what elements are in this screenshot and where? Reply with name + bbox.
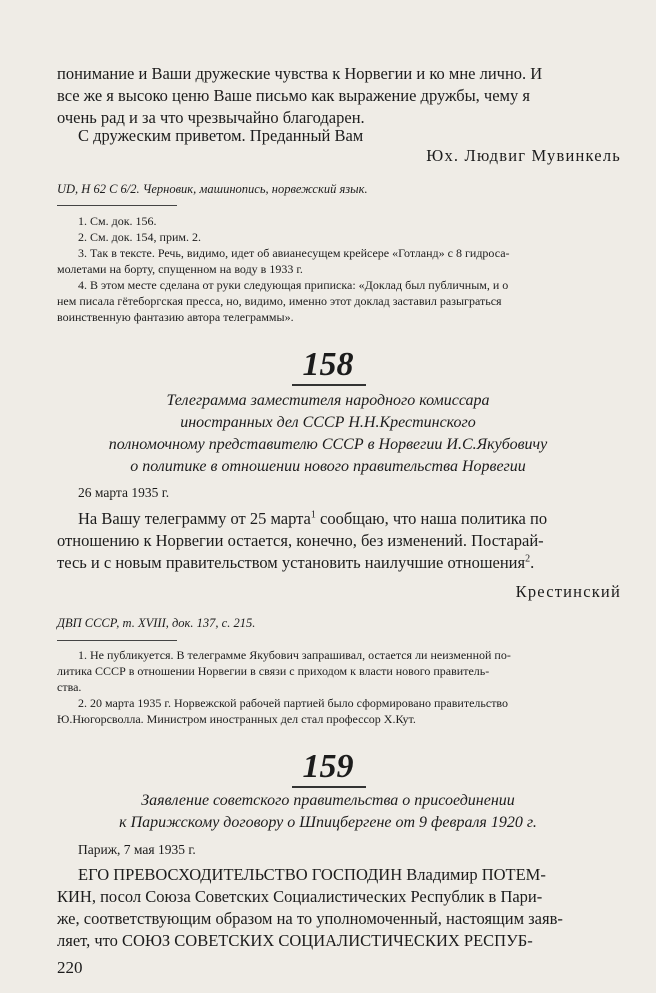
body-line: КИН, посол Союза Советских Социалистических Республик в Пари- xyxy=(57,887,543,906)
document-title-line: о политике в отношении нового правительства Норвегии xyxy=(130,458,526,475)
footnote: 1. См. док. 156. xyxy=(78,214,157,228)
signature-krestinsky: Крестинский xyxy=(515,582,621,601)
footnote: воинственную фантазию автора телеграммы». xyxy=(57,310,294,324)
body-line: же, соответствующим образом на то уполномоченный, настоящим заяв- xyxy=(57,909,563,928)
body-line: ляет, что СОЮЗ СОВЕТСКИХ СОЦИАЛИСТИЧЕСКИХ РЕСПУБ- xyxy=(57,931,533,950)
body-line: отношению к Норвегии остается, конечно, без изменений. Постарай- xyxy=(57,531,544,550)
body-line: очень рад и за что чрезвычайно благодарен. xyxy=(57,108,365,127)
source-reference: UD, H 62 C 6/2. Черновик, машинопись, норвежский язык. xyxy=(57,182,368,196)
document-title-line: Заявление советского правительства о присоединении xyxy=(141,792,515,809)
footnote: нем писала гётеборгская пресса, но, видимо, именно этот доклад заставил разыграться xyxy=(57,294,502,308)
document-title-line: иностранных дел СССР Н.Н.Крестинского xyxy=(180,414,476,431)
page-number: 220 xyxy=(57,958,83,977)
document-date: Париж, 7 мая 1935 г. xyxy=(78,842,196,857)
body-line: понимание и Ваши дружеские чувства к Норвегии и ко мне лично. И xyxy=(57,64,543,83)
footnote-divider xyxy=(57,205,177,206)
footnote-mark: 1 xyxy=(310,509,316,521)
document-number-158: 158 xyxy=(302,346,354,383)
number-underline xyxy=(292,786,366,788)
body-line: тесь и с новым правительством установить наилучшие отношения$^2$. xyxy=(57,553,535,572)
document-title-line: к Парижскому договору о Шпицбергене от 9 февраля 1920 г. xyxy=(119,814,537,831)
closing-line: С дружеским приветом. Преданный Вам xyxy=(78,126,364,145)
body-line: ЕГО ПРЕВОСХОДИТЕЛЬСТВО ГОСПОДИН Владимир ПОТЕМ- xyxy=(78,865,546,884)
footnote: Ю.Нюгорсволла. Министром иностранных дел стал профессор Х.Кут. xyxy=(57,712,416,726)
footnote: 2. 20 марта 1935 г. Норвежской рабочей партией было сформировано правительство xyxy=(78,696,509,710)
footnote: 3. Так в тексте. Речь, видимо, идет об авианесущем крейсере «Готланд» с 8 гидроса- xyxy=(78,246,510,260)
signature-muvinkel: Юх. Людвиг Мувинкель xyxy=(426,146,621,165)
footnote: литика СССР в отношении Норвегии в связи с приходом к власти нового правитель- xyxy=(57,664,490,678)
footnote-mark: 2 xyxy=(525,553,531,565)
document-date: 26 марта 1935 г. xyxy=(78,485,170,500)
document-number-159: 159 xyxy=(302,748,354,785)
footnote: молетами на борту, спущенном на воду в 1933 г. xyxy=(57,262,303,276)
source-reference: ДВП СССР, т. XVIII, док. 137, с. 215. xyxy=(57,616,256,630)
body-line: все же я высоко ценю Ваше письмо как выражение дружбы, чему я xyxy=(57,86,530,105)
footnote: ства. xyxy=(57,680,82,694)
document-title-line: полномочному представителю СССР в Норвегии И.С.Якубовичу xyxy=(108,436,548,453)
footnote: 4. В этом месте сделана от руки следующая приписка: «Доклад был публичным, и о xyxy=(78,278,509,292)
document-title-line: Телеграмма заместителя народного комиссара xyxy=(166,392,490,409)
footnote-divider xyxy=(57,640,177,641)
footnote: 2. См. док. 154, прим. 2. xyxy=(78,230,201,244)
number-underline xyxy=(292,384,366,386)
body-line: На Вашу телеграмму от 25 марта$^1$ сообщаю, что наша политика по xyxy=(78,509,548,528)
footnote: 1. Не публикуется. В телеграмме Якубович запрашивал, остается ли неизменной по- xyxy=(78,648,511,662)
